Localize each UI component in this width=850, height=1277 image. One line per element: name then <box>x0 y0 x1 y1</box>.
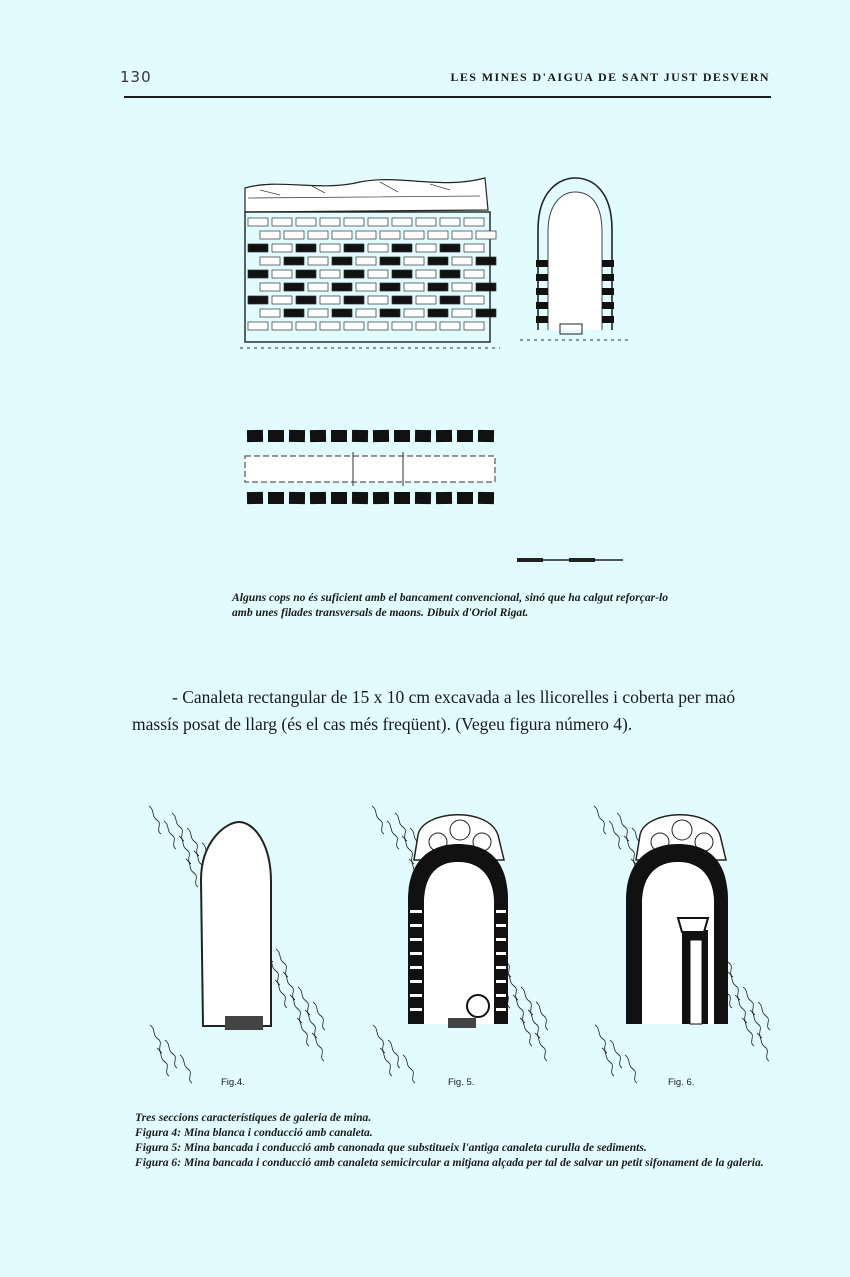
figure-5-label: Fig. 5. <box>448 1077 475 1088</box>
figure-4-drawing <box>145 800 325 1065</box>
gallery-cross-section-drawing <box>520 170 630 360</box>
body-paragraph: - Canaleta rectangular de 15 x 10 cm excavada a les llicorelles i coberta per maó massís posat de llarg (és el cas més freqüent). (Vegeu figura número 4). <box>132 687 736 734</box>
brick-rows <box>248 218 496 330</box>
figure-5-drawing <box>368 800 548 1065</box>
figure-6-drawing <box>590 800 770 1065</box>
page-number: 130 <box>120 68 152 86</box>
running-title: LES MINES D'AIGUA DE SANT JUST DESVERN <box>450 70 770 84</box>
header-rule <box>124 96 771 98</box>
gallery-longitudinal-drawing <box>240 170 500 360</box>
figure-caption: Alguns cops no és suficient amb el bancament convencional, sinó que ha calgut reforçar-lo amb unes filades transversals de maons. Dibuix d'Oriol Rigat. <box>232 591 669 619</box>
figures-caption <box>135 1110 775 1170</box>
gallery-plan-drawing <box>243 420 498 520</box>
caption-line: Figura 5: Mina bancada i conducció amb canonada que substitueix l'antiga canaleta curulla de sediments. <box>135 1141 647 1154</box>
caption-line: Tres seccions característiques de galeria de mina. <box>135 1111 372 1124</box>
caption-line: Figura 4: Mina blanca i conducció amb canaleta. <box>135 1126 373 1139</box>
figure-4-label: Fig.4. <box>221 1077 245 1088</box>
scale-bar <box>515 548 625 568</box>
caption-line: Figura 6: Mina bancada i conducció amb canaleta semicircular a mitjana alçada per tal de salvar un petit sifonament de la galeria. <box>135 1156 764 1169</box>
figure-6-label: Fig. 6. <box>668 1077 695 1088</box>
